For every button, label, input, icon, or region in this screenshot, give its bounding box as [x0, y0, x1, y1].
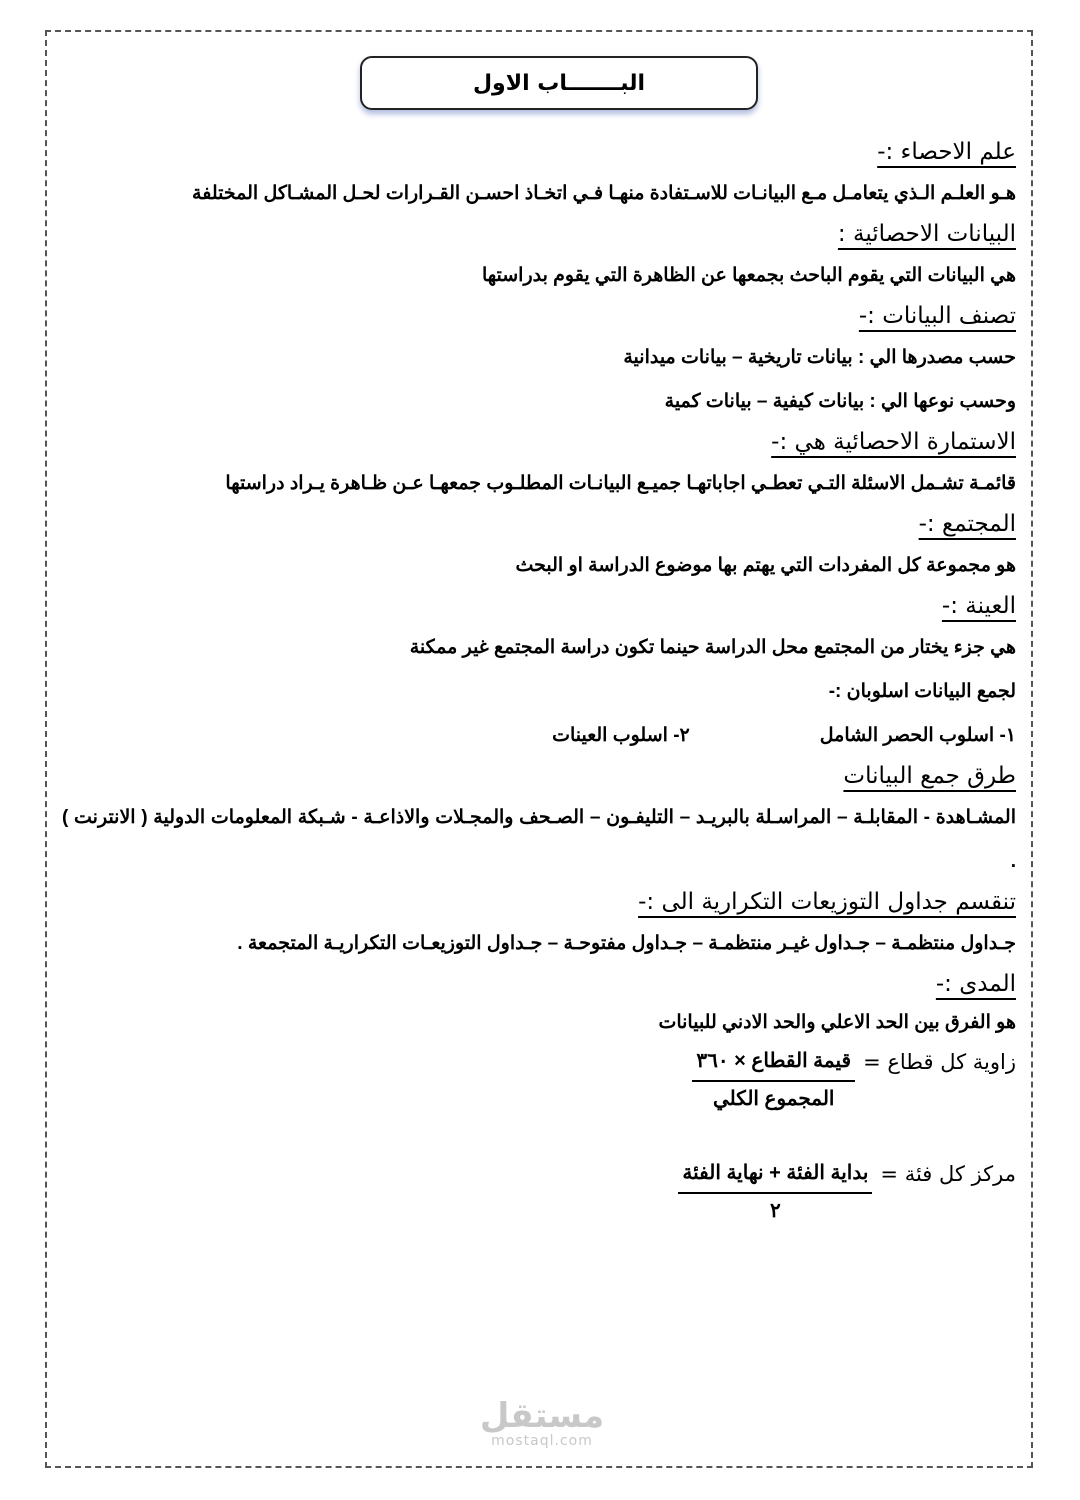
classification-by-type: وحسب نوعها الي : بيانات كيفية – بيانات كمية	[664, 391, 1016, 412]
sample-definition: هي جزء يختار من المجتمع محل الدراسة حينما تكون دراسة المجتمع غير ممكنة	[409, 637, 1016, 658]
questionnaire-definition: قائمـة تشـمل الاسئلة التـي تعطـي اجاباتهـا جميـع البيانـات المطلـوب جمعهـا عـن ظـاهرة يـراد دراستها	[225, 473, 1016, 494]
range-heading: المدى :-	[935, 971, 1016, 997]
statistical-data-heading: البيانات الاحصائية :	[837, 221, 1016, 247]
statistics-heading: علم الاحصاء :-	[877, 139, 1016, 165]
sector-angle-denominator: المجموع الكلي	[712, 1088, 835, 1110]
data-collection-definition: المشـاهدة - المقابلـة – المراسـلة بالبريـد – التليفـون – الصـحف والمجـلات والاذاعـة - شـبكة المعلومات الدولية ( الانترنت ) .	[62, 807, 1016, 872]
class-midpoint-denominator: ٢	[770, 1200, 781, 1222]
classification-by-source: حسب مصدرها الي : بيانات تاريخية – بيانات ميدانية	[623, 347, 1016, 368]
method-census: ١- اسلوب الحصر الشامل	[819, 725, 1016, 746]
sector-angle-numerator: قيمة القطاع × ٣٦٠	[692, 1044, 855, 1082]
content-body	[62, 134, 1016, 1228]
collection-methods-list	[62, 714, 1016, 758]
class-midpoint-formula	[62, 1156, 1016, 1228]
chapter-title: البـــــــاب الاول	[472, 70, 646, 96]
statistics-definition: هـو العلـم الـذي يتعامـل مـع البيانـات للاسـتفادة منهـا فـي اتخـاذ احسـن القـرارات لحـل المشـاكل المختلفة	[192, 183, 1016, 204]
class-midpoint-fraction	[678, 1156, 872, 1228]
sample-heading: العينة :-	[941, 593, 1016, 619]
method-sampling: ٢- اسلوب العينات	[552, 725, 690, 746]
mostaql-watermark	[472, 1398, 612, 1448]
frequency-tables-heading: تنقسم جداول التوزيعات التكرارية الى :-	[638, 889, 1016, 915]
population-definition: هو مجموعة كل المفردات التي يهتم بها موضوع الدراسة او البحث	[515, 555, 1016, 576]
collection-methods-intro: لجمع البيانات اسلوبان :-	[828, 681, 1016, 702]
range-definition: هو الفرق بين الحد الاعلي والحد الادني للبيانات	[658, 1012, 1016, 1033]
sector-angle-label: زاوية كل قطاع =	[863, 1050, 1016, 1074]
class-midpoint-label: مركز كل فئة =	[880, 1162, 1016, 1186]
sector-angle-formula	[62, 1044, 1016, 1116]
class-midpoint-numerator: بداية الفئة + نهاية الفئة	[678, 1156, 872, 1194]
population-heading: المجتمع :-	[918, 511, 1016, 537]
statistical-data-definition: هي البيانات التي يقوم الباحث بجمعها عن الظاهرة التي يقوم بدراستها	[481, 265, 1016, 286]
data-classification-heading: تصنف البيانات :-	[858, 303, 1016, 329]
data-collection-heading: طرق جمع البيانات	[843, 763, 1016, 789]
sector-angle-fraction	[692, 1044, 855, 1116]
watermark-arabic: مستقل	[479, 1396, 605, 1436]
questionnaire-heading: الاستمارة الاحصائية هي :-	[771, 429, 1016, 455]
watermark-latin: mostaql.com	[491, 1433, 593, 1449]
frequency-tables-definition: جـداول منتظمـة – جـداول غيـر منتظمـة – جـداول مفتوحـة – جـداول التوزيعـات التكراريـة المتجمعة .	[237, 933, 1016, 954]
chapter-title-box	[360, 56, 758, 110]
